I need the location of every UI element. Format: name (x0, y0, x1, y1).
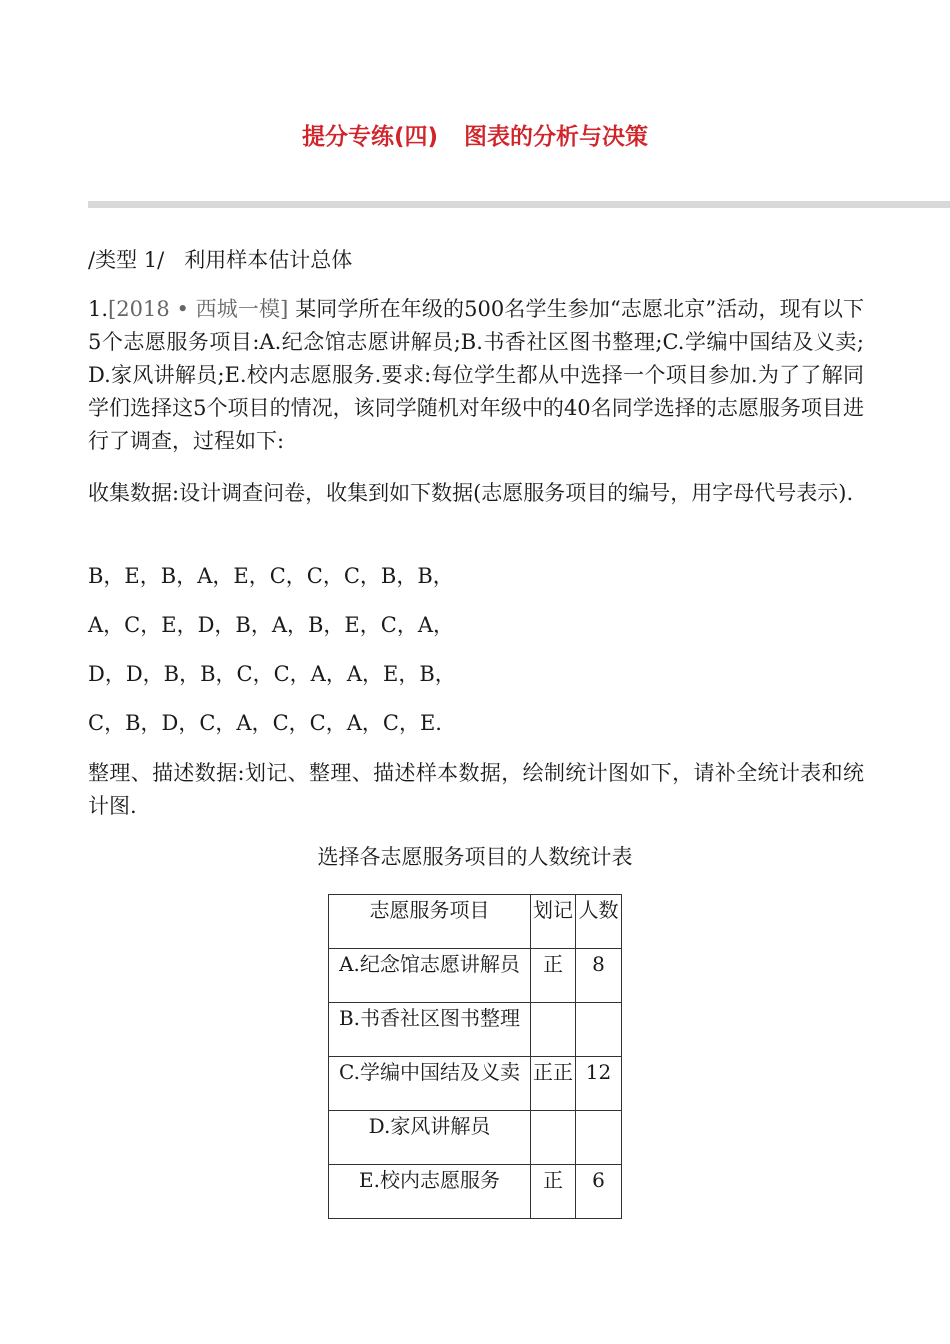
row-count-blank[interactable] (576, 1003, 622, 1057)
row-count: 6 (576, 1165, 622, 1219)
question-text: 某同学所在年级的500名学生参加“志愿北京”活动，现有以下5个志愿服务项目:A.纪念馆志愿讲解员;B.书香社区图书整理;C.学编中国结及义卖;D.家风讲解员;E.校内志愿服务.要求:每位学生都从中选择一个项目参加.为了了解同学们选择这5个项目的情况，该同学随机对年级中的40名同学选择的志愿服务项目进行了调查，过程如下: (88, 297, 864, 453)
title-part-2: 图表的分析与决策 (464, 124, 649, 150)
row-tally: 正正 (531, 1057, 576, 1111)
row-count: 8 (576, 949, 622, 1003)
table-row (329, 949, 622, 1003)
header-count: 人数 (576, 895, 622, 949)
row-item: D.家风讲解员 (329, 1111, 531, 1165)
organize-paragraph: 整理、描述数据:划记、整理、描述样本数据，绘制统计图如下，请补全统计表和统计图. (88, 761, 864, 818)
header-tally: 划记 (531, 895, 576, 949)
question-source: [2018 • 西城一模] (108, 297, 289, 321)
data-row-2: A，C，E，D，B，A，B，E，C，A， (88, 613, 454, 637)
data-row-1: B，E，B，A，E，C，C，C，B，B， (88, 564, 454, 588)
row-item: C.学编中国结及义卖 (329, 1057, 531, 1111)
row-tally: 正 (531, 1165, 576, 1219)
page-title (0, 118, 950, 151)
question-paragraph (88, 293, 864, 458)
row-tally: 正 (531, 949, 576, 1003)
table-row (329, 1165, 622, 1219)
data-row-4: C，B，D，C，A，C，C，A，C，E. (88, 711, 442, 735)
data-row-3: D，D，B，B，C，C，A，A，E，B， (88, 662, 456, 686)
table-caption: 选择各志愿服务项目的人数统计表 (317, 845, 633, 869)
row-item: E.校内志愿服务 (329, 1165, 531, 1219)
section-label: /类型 1/ (88, 248, 165, 272)
table-row (329, 1111, 622, 1165)
question-number: 1. (88, 297, 109, 321)
collect-paragraph: 收集数据:设计调查问卷，收集到如下数据(志愿服务项目的编号，用字母代号表示). (88, 481, 854, 505)
title-part-1: 提分专练(四) (301, 124, 439, 150)
row-item: B.书香社区图书整理 (329, 1003, 531, 1057)
row-tally-blank[interactable] (531, 1003, 576, 1057)
table-header-row (329, 895, 622, 949)
row-count-blank[interactable] (576, 1111, 622, 1165)
row-count: 12 (576, 1057, 622, 1111)
header-item: 志愿服务项目 (329, 895, 531, 949)
table-row (329, 1057, 622, 1111)
table-row (329, 1003, 622, 1057)
header-divider (88, 201, 950, 208)
section-heading (88, 244, 864, 277)
row-tally-blank[interactable] (531, 1111, 576, 1165)
row-item: A.纪念馆志愿讲解员 (329, 949, 531, 1003)
section-text: 利用样本估计总体 (184, 248, 353, 272)
volunteer-stat-table (328, 894, 622, 1219)
